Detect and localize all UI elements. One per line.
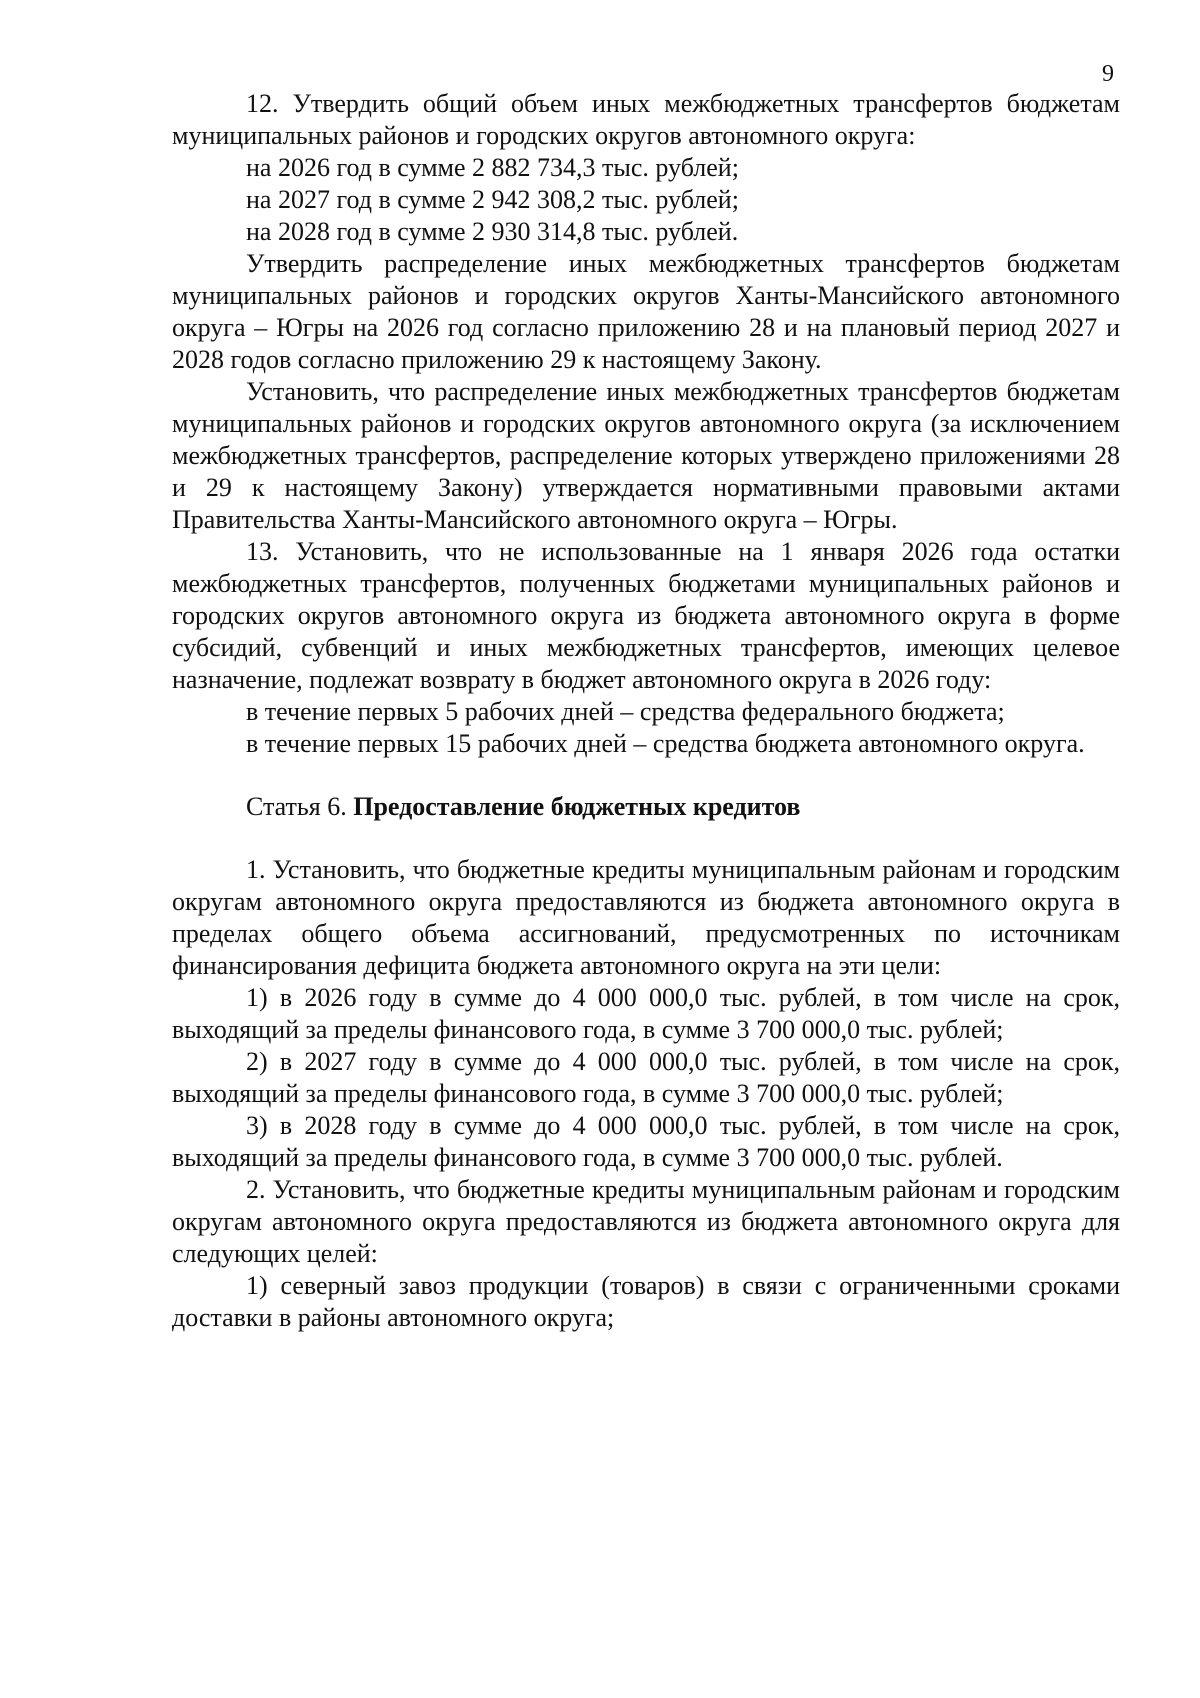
paragraph-12-amount-2028: на 2028 год в сумме 2 930 314,8 тыс. рублей. <box>246 217 739 246</box>
article-6-paragraph-1-item-3: 3) в 2028 году в сумме до 4 000 000,0 тыс. рублей, в том числе на срок, выходящий за пределы финансового года, в сумме 3 700 000,0 тыс. рублей. <box>172 1111 1120 1172</box>
article-6-heading <box>172 791 1120 823</box>
paragraph-12-amount-2026: на 2026 год в сумме 2 882 734,3 тыс. рублей; <box>246 153 739 182</box>
document-body <box>172 88 1120 1334</box>
page-number: 9 <box>1102 61 1114 87</box>
paragraph-12-distribution: Утвердить распределение иных межбюджетных трансфертов бюджетам муниципальных районов и городских округов Ханты-Мансийского автономного округа – Югры на 2026 год согласно приложению 28 и на плановый период 2027 и 2028 годов согласно приложению 29 к настоящему Закону. <box>172 249 1120 374</box>
paragraph-12-establish: Установить, что распределение иных межбюджетных трансфертов бюджетам муниципальных районов и городских округов автономного округа (за исключением межбюджетных трансфертов, распределение которых утверждено приложениями 28 и 29 к настоящему Закону) утверждается нормативными правовыми актами Правительства Ханты-Мансийского автономного округа – Югры. <box>172 377 1120 534</box>
spacer <box>172 760 1120 791</box>
article-6-paragraph-1-item-1: 1) в 2026 году в сумме до 4 000 000,0 тыс. рублей, в том числе на срок, выходящий за пределы финансового года, в сумме 3 700 000,0 тыс. рублей; <box>172 983 1120 1044</box>
article-6-prefix: Статья 6. <box>246 792 347 821</box>
paragraph-12-amount-2027: на 2027 год в сумме 2 942 308,2 тыс. рублей; <box>246 185 739 214</box>
paragraph-13-federal: в течение первых 5 рабочих дней – средства федерального бюджета; <box>246 697 1005 726</box>
article-6-title: Предоставление бюджетных кредитов <box>353 792 801 821</box>
article-6-paragraph-1-intro: 1. Установить, что бюджетные кредиты муниципальным районам и городским округам автономного округа предоставляются из бюджета автономного округа в пределах общего объема ассигнований, предусмотренных по источникам финансирования дефицита бюджета автономного округа на эти цели: <box>172 855 1120 980</box>
article-6-paragraph-2-intro: 2. Установить, что бюджетные кредиты муниципальным районам и городским округам автономного округа предоставляются из бюджета автономного округа для следующих целей: <box>172 1175 1120 1268</box>
article-6-paragraph-2-item-1: 1) северный завоз продукции (товаров) в связи с ограниченными сроками доставки в районы автономного округа; <box>172 1271 1120 1332</box>
paragraph-13-regional: в течение первых 15 рабочих дней – средства бюджета автономного округа. <box>246 729 1085 758</box>
article-6-paragraph-1-item-2: 2) в 2027 году в сумме до 4 000 000,0 тыс. рублей, в том числе на срок, выходящий за пределы финансового года, в сумме 3 700 000,0 тыс. рублей; <box>172 1047 1120 1108</box>
spacer <box>172 823 1120 854</box>
paragraph-13-intro: 13. Установить, что не использованные на 1 января 2026 года остатки межбюджетных трансфертов, полученных бюджетами муниципальных районов и городских округов автономного округа из бюджета автономного округа в форме субсидий, субвенций и иных межбюджетных трансфертов, имеющих целевое назначение, подлежат возврату в бюджет автономного округа в 2026 году: <box>172 537 1120 694</box>
paragraph-12-intro: 12. Утвердить общий объем иных межбюджетных трансфертов бюджетам муниципальных районов и городских округов автономного округа: <box>172 89 1120 150</box>
